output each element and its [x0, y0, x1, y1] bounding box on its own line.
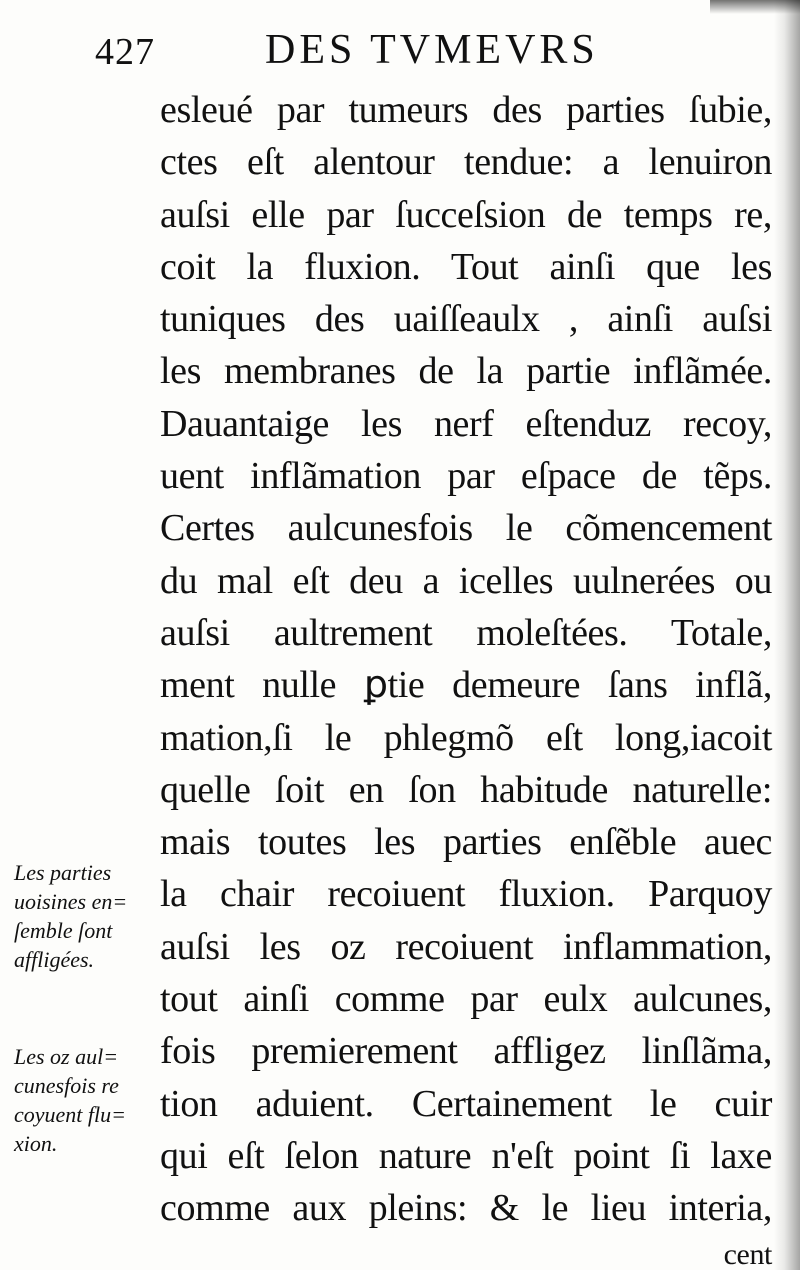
text-line: tion aduient. Certainement le cuir [160, 1082, 772, 1125]
text-line: la chair recoiuent fluxion. Parquoy [160, 873, 772, 916]
running-title: DES TVMEVRS [265, 27, 599, 73]
text-line: mais toutes les parties enſẽble auec [160, 821, 772, 864]
text-line: comme aux pleins: & le lieu interia, [160, 1187, 772, 1230]
marginal-note-line: xion. [14, 1131, 58, 1156]
body-text [160, 84, 772, 1270]
marginal-note [14, 1042, 160, 1158]
text-line: fois premierement affligez linſlãma, [160, 1030, 772, 1073]
text-line: esleué par tumeurs des parties ſubie, [160, 89, 772, 131]
text-line: tout ainſi comme par eulx aulcunes, [160, 978, 772, 1021]
running-head [95, 26, 715, 78]
text-line: coit la fluxion. Tout ainſi que les [160, 245, 772, 288]
text-line: auſsi les oz recoiuent inflammation, [160, 925, 772, 968]
text-line: auſsi aultrement moleſtées. Totale, [160, 611, 772, 654]
text-line: qui eſt ſelon nature n'eſt point ſi laxe [160, 1134, 772, 1177]
marginal-note [14, 858, 160, 974]
text-line: tuniques des uaiſſeaulx , ainſi auſsi [160, 298, 772, 341]
marginal-note-line: affligées. [14, 947, 95, 972]
text-line: les membranes de la partie inflãmée. [160, 350, 772, 393]
text-line: Dauantaige les nerf eſtenduz recoy, [160, 402, 772, 445]
gutter-shadow [774, 0, 800, 1270]
text-line: ctes eſt alentour tendue: a lenuiron [160, 141, 772, 184]
text-line: du mal eſt deu a icelles uulnerées ou [160, 559, 772, 602]
text-line: Certes aulcunesfois le cõmencement [160, 507, 772, 550]
page-number: 427 [95, 31, 155, 73]
marginal-note-line: ſemble ſont [14, 918, 113, 943]
marginal-note-line: uoisines en= [14, 889, 128, 914]
text-line: quelle ſoit en ſon habitude naturelle: [160, 768, 772, 811]
text-line: ment nulle ꝑtie demeure ſans inflã, [160, 664, 772, 707]
marginal-note-line: Les oz aul= [14, 1044, 119, 1069]
catchword: cent [723, 1237, 772, 1270]
text-line: uent inflãmation par eſpace de tẽps. [160, 455, 772, 498]
marginal-note-line: cunesfois re [14, 1073, 119, 1098]
marginal-note-line: coyuent flu= [14, 1102, 126, 1127]
marginal-note-line: Les parties [14, 860, 112, 885]
text-line: mation,ſi le phlegmõ eſt long,iacoit [160, 716, 772, 759]
text-line: auſsi elle par ſucceſsion de temps re, [160, 193, 772, 236]
